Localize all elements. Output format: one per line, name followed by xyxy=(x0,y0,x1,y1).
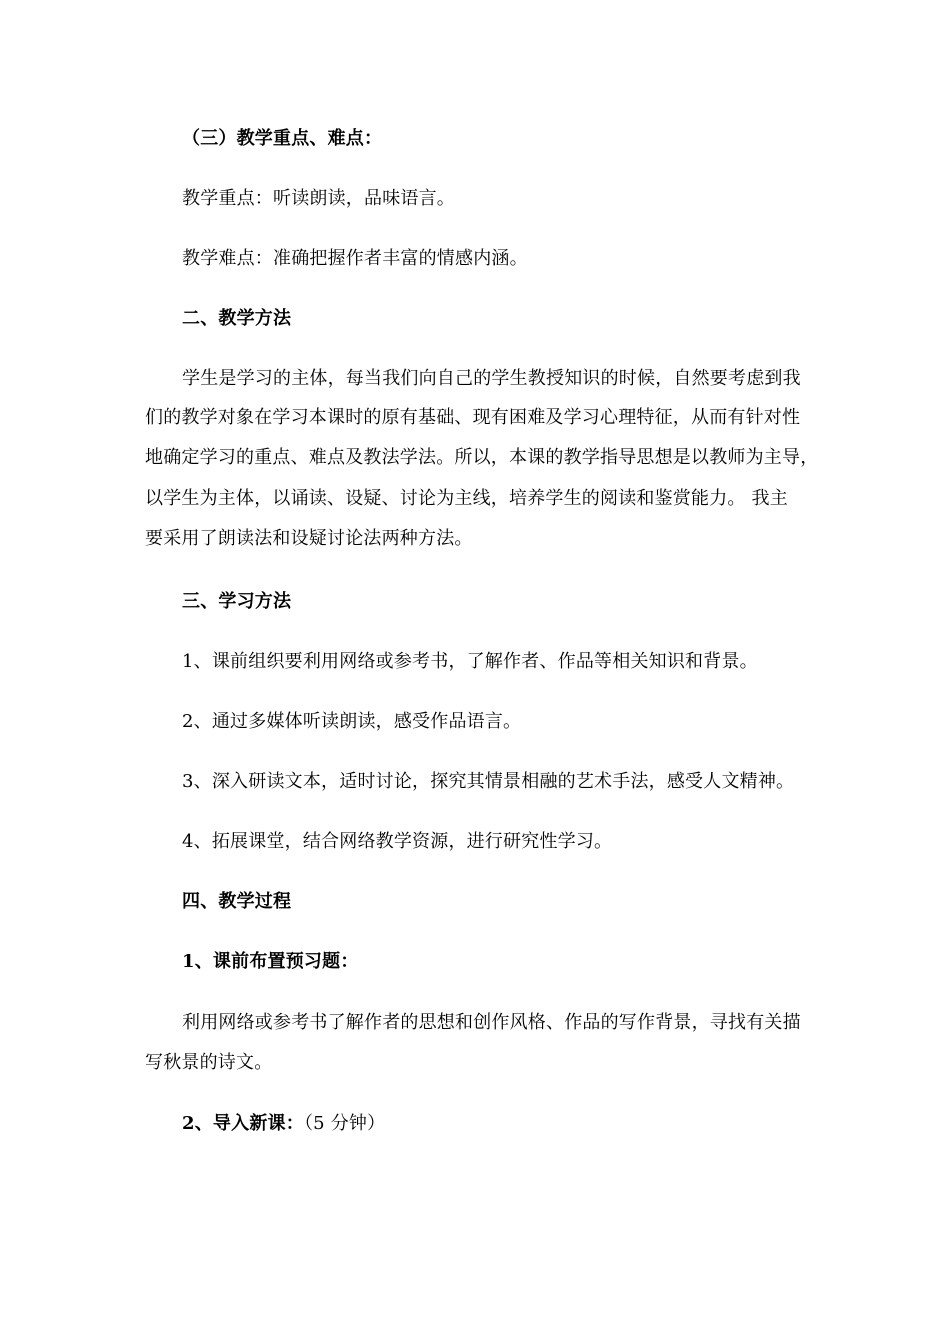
key-point-text: 教学重点：听读朗读，品味语言。 xyxy=(182,188,455,209)
heading-teaching-process: 四、教学过程 xyxy=(182,891,292,912)
process-step-2-duration: （5 分钟） xyxy=(303,1113,386,1134)
method-paragraph-line-3: 地确定学习的重点、难点及教法学法。所以，本课的教学指导思想是以教师为主导， xyxy=(145,447,819,468)
difficulty-text: 教学难点：准确把握作者丰富的情感内涵。 xyxy=(182,248,528,269)
method-paragraph-line-5: 要采用了朗读法和设疑讨论法两种方法。 xyxy=(145,528,473,549)
method-paragraph-line-4: 以学生为主体，以诵读、设疑、讨论为主线，培养学生的阅读和鉴赏能力。 我主 xyxy=(145,488,788,509)
study-item: 4、拓展课堂，结合网络教学资源，进行研究性学习。 xyxy=(182,831,613,852)
process-step-2-title: 2、导入新课： xyxy=(182,1113,304,1134)
heading-teaching-method: 二、教学方法 xyxy=(182,308,292,329)
heading-study-method: 三、学习方法 xyxy=(182,591,292,612)
preview-paragraph-line-1: 利用网络或参考书了解作者的思想和创作风格、作品的写作背景，寻找有关描 xyxy=(182,1012,801,1033)
study-item: 2、通过多媒体听读朗读，感受作品语言。 xyxy=(182,711,522,732)
study-item: 3、深入研读文本，适时讨论，探究其情景相融的艺术手法，感受人文精神。 xyxy=(182,771,795,792)
method-paragraph-line-2: 们的教学对象在学习本课时的原有基础、现有困难及学习心理特征，从而有针对性 xyxy=(145,407,801,428)
method-paragraph-line-1: 学生是学习的主体，每当我们向自己的学生教授知识的时候，自然要考虑到我 xyxy=(182,368,801,389)
process-step-1-heading: 1、课前布置预习题： xyxy=(182,951,359,972)
study-item: 1、课前组织要利用网络或参考书，了解作者、作品等相关知识和背景。 xyxy=(182,651,758,672)
preview-paragraph-line-2: 写秋景的诗文。 xyxy=(145,1052,273,1073)
process-step-2-heading xyxy=(182,1111,385,1137)
section-heading-key-points: （三）教学重点、难点： xyxy=(182,128,383,149)
